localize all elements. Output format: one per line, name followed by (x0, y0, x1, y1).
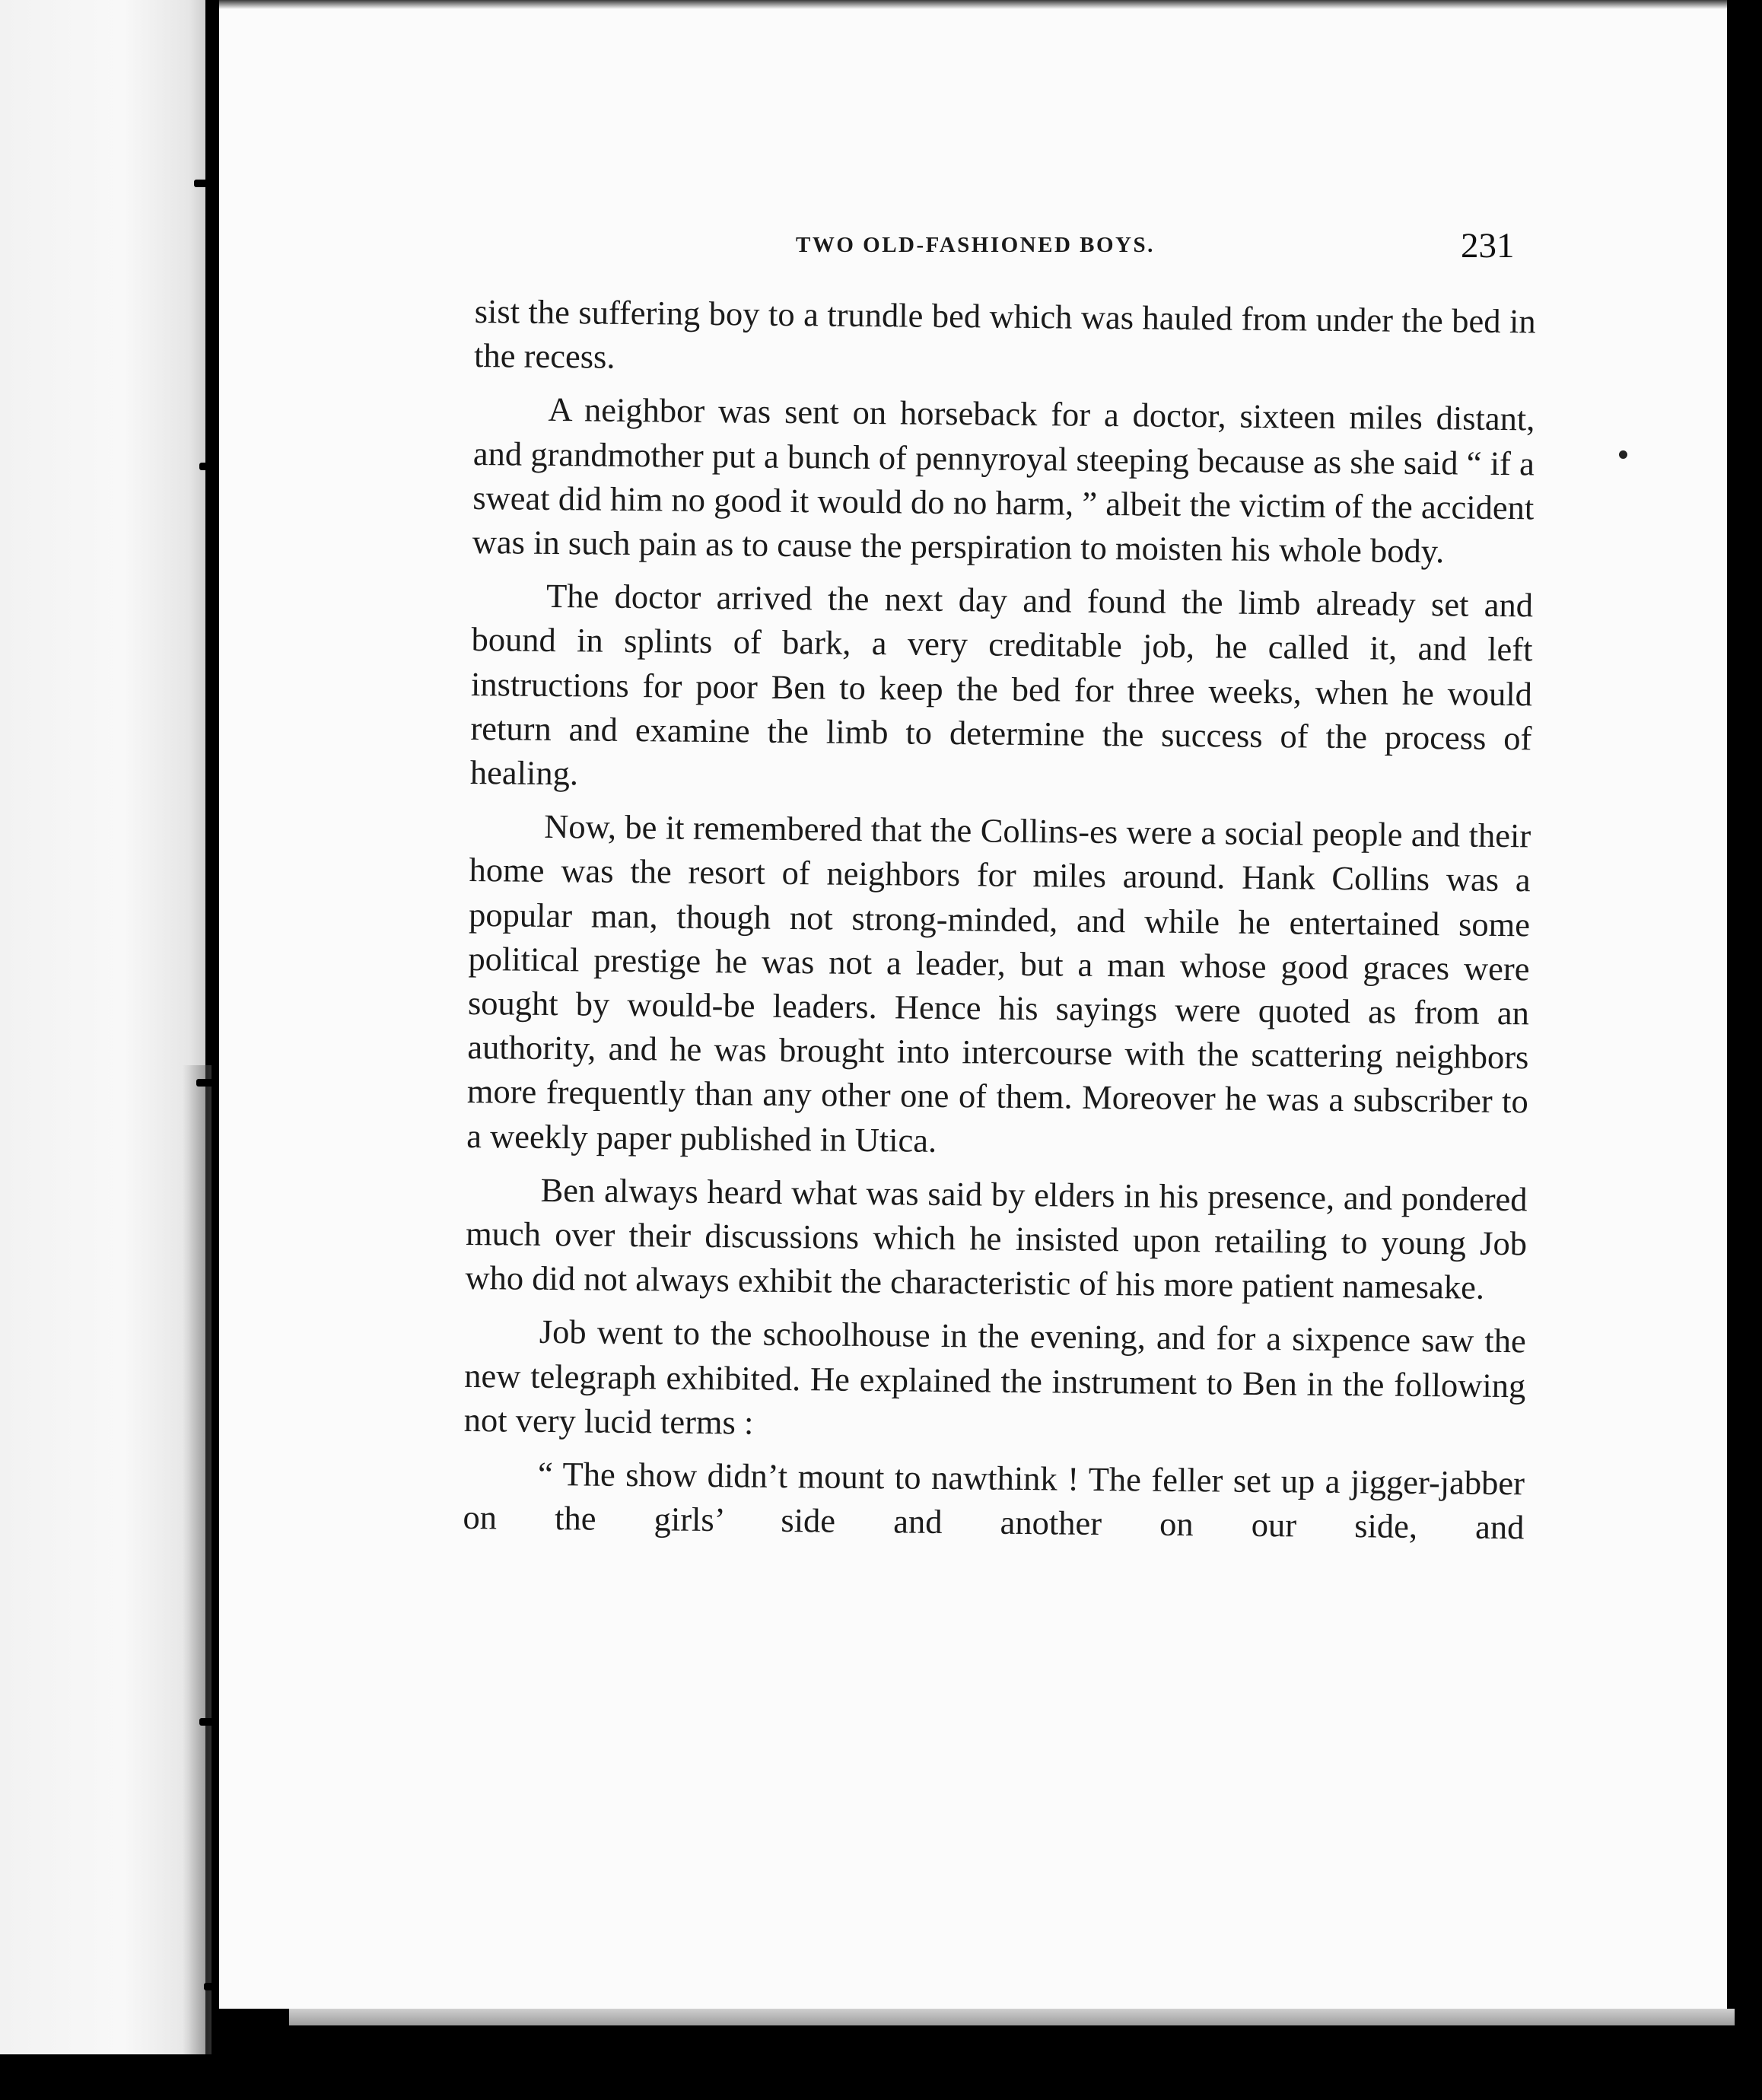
book-binding-edge (212, 0, 219, 2100)
paragraph: Now, be it remembered that the Collins-es were a social people and their home was the resort of neighbors for miles around. Hank Collins was a popular man, though not strong-minded, and while he entertained some political prestige he was not a leader, but a man whose good graces were sought by would-be leaders. Hence his sayings were quoted as from an authority, and he was brought into intercourse with the scattering neighbors more frequently than any other one of them. Moreover he was a subscriber to a weekly paper published in Utica. (466, 807, 1531, 1160)
binding-mark (199, 1718, 219, 1726)
binding-mark (196, 1079, 221, 1087)
scan-background (0, 2054, 228, 2100)
binding-shadow (183, 1065, 213, 2054)
page-bottom-edge (289, 2009, 1735, 2025)
scan-background (219, 2025, 1762, 2100)
binding-mark (204, 1983, 218, 1990)
binding-mark (199, 463, 219, 470)
page-number: 231 (1461, 226, 1515, 266)
facing-page-margin (0, 0, 205, 2100)
paragraph: sist the suffering boy to a trundle bed which was hauled from under the bed in the recess. (473, 291, 1536, 376)
page-top-edge (219, 0, 1733, 9)
paragraph: Job went to the schoolhouse in the evening, and for a sixpence saw the new telegraph exhibited. He explained the instrument to Ben in the following not very lucid terms : (463, 1312, 1527, 1442)
running-head: TWO OLD-FASHIONED BOYS. (796, 233, 1155, 257)
paragraph: Ben always heard what was said by elders in his presence, and pondered much over their discussions which he insisted upon retailing to young Job who did not always exhibit the characteristic of his more patient namesake. (465, 1170, 1528, 1307)
ink-speck (1619, 450, 1627, 459)
body-text (463, 289, 1536, 1550)
paragraph: “ The show didn’t mount to nawthink ! The feller set up a jigger-jabber on the girls’ side and another on our side, and (463, 1454, 1525, 1547)
paragraph: A neighbor was sent on horseback for a doctor, sixteen miles distant, and grandmother put a bunch of pennyroyal steeping because as she said “ if a sweat did him no good it would do no harm, ” albeit the victim of the accident was in such pain as to cause the perspiration to moisten his whole body. (472, 390, 1535, 571)
paragraph: The doctor arrived the next day and found the limb already set and bound in splints of bark, a very creditable job, he called it, and left instructions for poor Ben to keep the bed for three weeks, when he would return and examine the limb to determine the success of the process of healing. (469, 577, 1534, 793)
page-right-edge (1727, 0, 1762, 2100)
